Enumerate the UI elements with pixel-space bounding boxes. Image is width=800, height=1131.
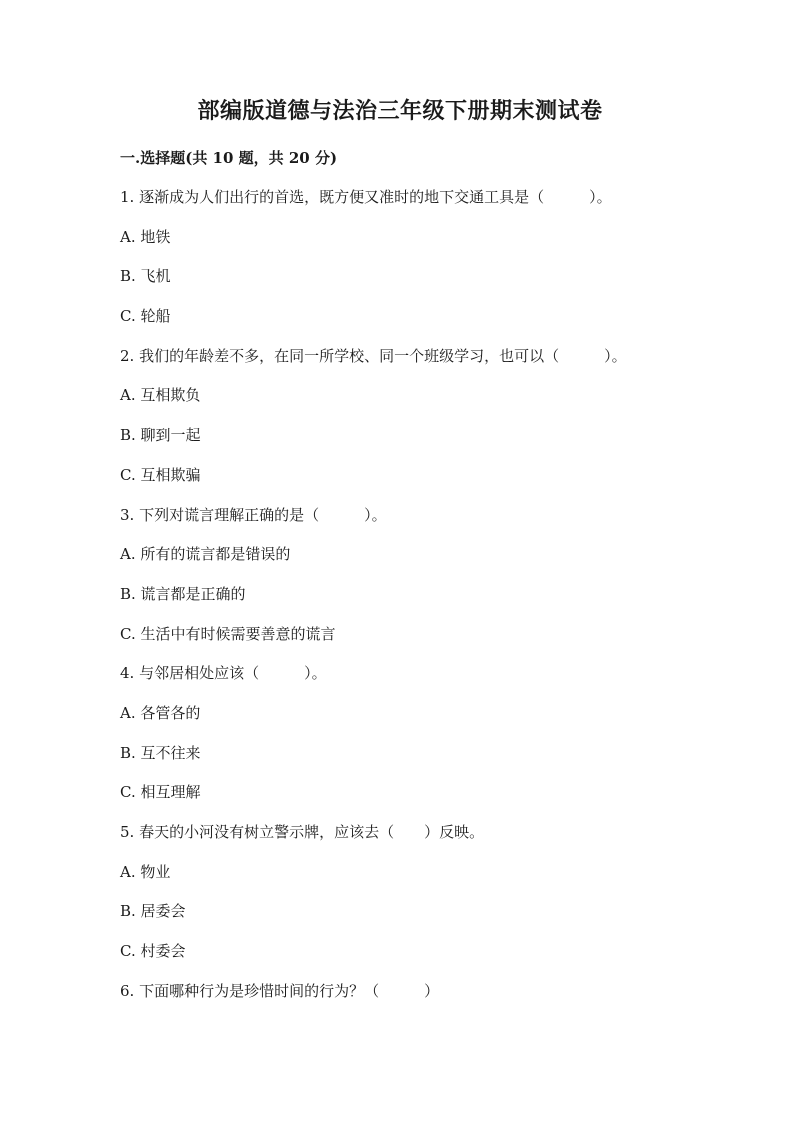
question-stem: 2. 我们的年龄差不多，在同一所学校、同一个班级学习，也可以（ ）。 bbox=[120, 346, 627, 365]
option-c: C. 生活中有时候需要善意的谎言 bbox=[120, 624, 336, 643]
section-heading: 一.选择题(共 10 题，共 20 分) bbox=[120, 149, 338, 167]
option-a: A. 地铁 bbox=[120, 227, 171, 246]
question-stem: 1. 逐渐成为人们出行的首选，既方便又准时的地下交通工具是（ ）。 bbox=[120, 188, 612, 206]
option-c: C. 相互理解 bbox=[120, 783, 201, 802]
option-a: A. 所有的谎言都是错误的 bbox=[120, 545, 291, 564]
option-b: B. 居委会 bbox=[120, 902, 186, 921]
option-b: B. 飞机 bbox=[120, 267, 171, 286]
option-b: B. 谎言都是正确的 bbox=[120, 584, 246, 603]
question-stem: 3. 下列对谎言理解正确的是（ ）。 bbox=[120, 505, 387, 524]
option-a: A. 互相欺负 bbox=[120, 386, 201, 405]
option-a: A. 物业 bbox=[120, 862, 171, 881]
option-a: A. 各管各的 bbox=[120, 703, 201, 722]
option-b: B. 互不往来 bbox=[120, 743, 201, 762]
option-b: B. 聊到一起 bbox=[120, 426, 201, 445]
question-stem: 4. 与邻居相处应该（ ）。 bbox=[120, 664, 327, 683]
option-c: C. 轮船 bbox=[120, 307, 171, 326]
question-stem: 5. 春天的小河没有树立警示牌，应该去（ ）反映。 bbox=[120, 823, 485, 841]
option-c: C. 互相欺骗 bbox=[120, 465, 201, 484]
question-list bbox=[120, 186, 720, 1019]
option-c: C. 村委会 bbox=[120, 942, 186, 961]
page-title: 部编版道德与法治三年级下册期末测试卷 bbox=[197, 98, 603, 124]
question-stem: 6. 下面哪种行为是珍惜时间的行为？（ ） bbox=[120, 981, 440, 1000]
